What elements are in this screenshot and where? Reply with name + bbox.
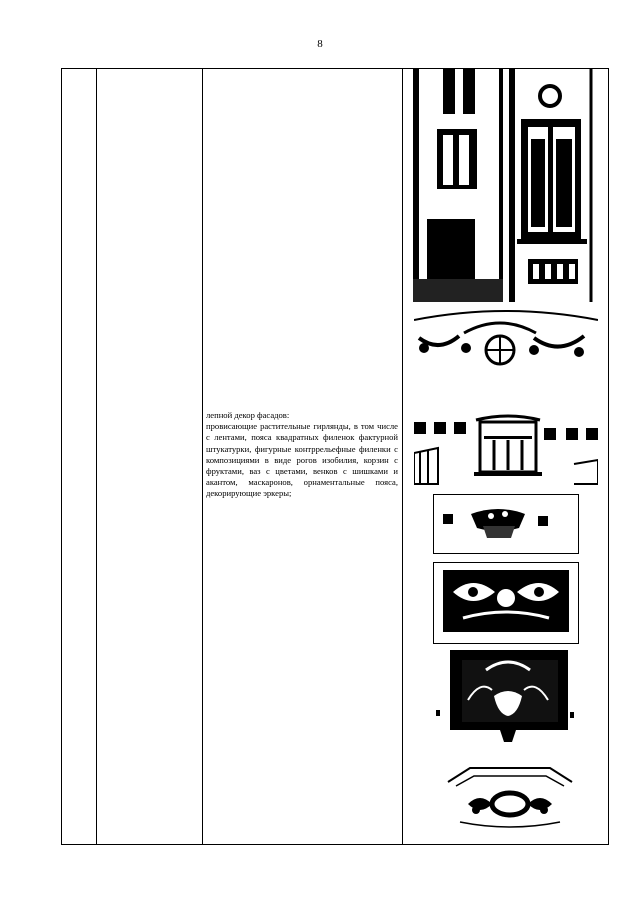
description-heading: лепной декор фасадов: [206,410,290,420]
cornucopia-panel-photo-icon [433,562,579,644]
wreath-cartouche-photo-icon [440,760,580,838]
description-cell [206,410,398,500]
column-divider-1 [96,69,97,844]
column-divider-3 [402,69,403,844]
page-number: 8 [317,38,323,50]
mascaron-panel-photo-icon [436,650,576,742]
square-panels-belt-photo-icon [414,408,598,488]
facade-window-photo-icon [413,69,598,302]
garland-decor-photo-icon [414,308,598,372]
column-divider-2 [202,69,203,844]
basket-relief-photo-icon [433,494,579,554]
description-body: провисающие растительные гирлянды, в том числе с лентами, пояса квадратных филенок фактурной штукатурки, фигурные контррельефные филенки с композициями в виде рогов изобилия, корзин с фруктами, ваз с цветами, венков с шишками и акантом, маскаронов, орнаментальные пояса, декорирующие эркеры; [206,421,398,499]
